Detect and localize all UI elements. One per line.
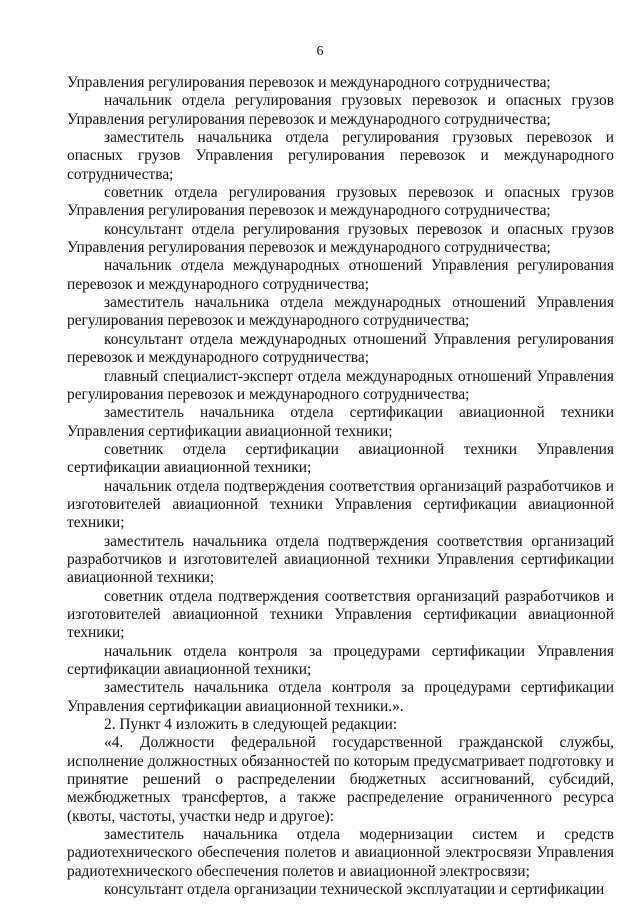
page-number: 6 <box>316 44 324 59</box>
paragraph: начальник отдела международных отношений Управления регулирования перевозок и международного сотрудничества; <box>67 257 614 293</box>
paragraph-continuation: Управления регулирования перевозок и международного сотрудничества; <box>67 74 551 91</box>
paragraph: 2. Пункт 4 изложить в следующей редакции: <box>104 716 398 734</box>
paragraph: заместитель начальника отдела сертификации авиационной техники Управления сертификации авиационной техники; <box>67 404 614 440</box>
paragraph: начальник отдела регулирования грузовых перевозок и опасных грузов Управления регулирования перевозок и международного сотрудничества; <box>67 92 614 128</box>
paragraph: начальник отдела подтверждения соответствия организаций разработчиков и изготовителей авиационной техники Управления сертификации авиационной техники; <box>67 477 614 532</box>
paragraph: консультант отдела регулирования грузовых перевозок и опасных грузов Управления регулирования перевозок и международного сотрудничества; <box>67 220 614 257</box>
paragraph: советник отдела регулирования грузовых перевозок и опасных грузов Управления регулирования перевозок и международного сотрудничества; <box>67 184 614 220</box>
paragraph: заместитель начальника отдела модернизации систем и средств радиотехнического обеспечения полетов и авиационной электросвязи Управления радиотехнического обеспечения полетов и авиационной электросвязи; <box>67 826 614 880</box>
paragraph: консультант отдела организации технической эксплуатации и сертификации <box>104 881 605 899</box>
paragraph: главный специалист-эксперт отдела международных отношений Управления регулирования перевозок и международного сотрудничества; <box>67 367 614 403</box>
paragraph: консультант отдела международных отношений Управления регулирования перевозок и международного сотрудничества; <box>67 330 614 367</box>
paragraph: начальник отдела контроля за процедурами сертификации Управления сертификации авиационной техники; <box>67 642 614 678</box>
paragraph: «4. Должности федеральной государственной гражданской службы, исполнение должностных обязанностей по которым предусматривает подготовку и принятие решений о распределении бюджетных ассигнований, субсидий, межбюджетных трансфертов, а также распределение ограниченного ресурса (квоты, частоты, участки недр и другое): <box>67 734 614 825</box>
paragraph: заместитель начальника отдела подтверждения соответствия организаций разработчиков и изготовителей авиационной техники Управления сертификации авиационной техники; <box>67 532 614 587</box>
paragraph: советник отдела сертификации авиационной техники Управления сертификации авиационной техники; <box>67 440 614 477</box>
paragraph: заместитель начальника отдела регулирования грузовых перевозок и опасных грузов Управления регулирования перевозок и международного сотрудничества; <box>67 129 614 183</box>
paragraph: советник отдела подтверждения соответствия организаций разработчиков и изготовителей авиационной техники Управления сертификации авиационной техники; <box>67 587 614 642</box>
paragraph: заместитель начальника отдела международных отношений Управления регулирования перевозок и международного сотрудничества; <box>67 294 614 330</box>
paragraph: заместитель начальника отдела контроля за процедурами сертификации Управления сертификации авиационной техники.». <box>67 679 614 715</box>
document-body <box>67 74 614 899</box>
